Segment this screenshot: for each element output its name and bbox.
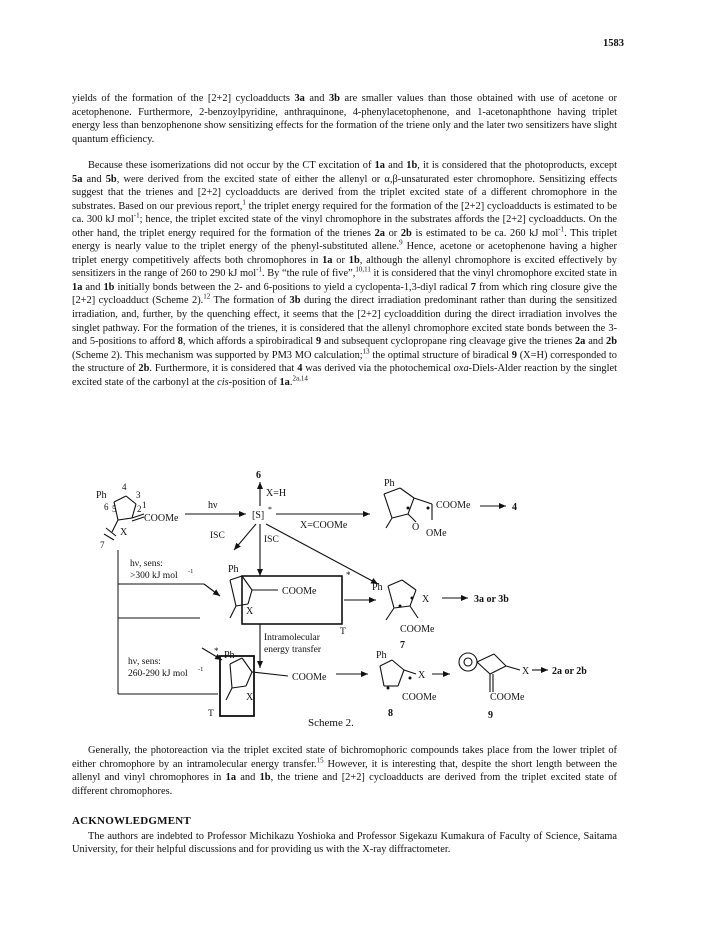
x-6: X [418, 670, 426, 681]
scheme-caption: Scheme 2. [308, 717, 354, 729]
sens-1-sup: -1 [188, 568, 194, 575]
compound-7: 7 [400, 640, 405, 651]
hv-1: hν [208, 500, 218, 511]
product-4: 4 [512, 502, 517, 513]
x-7: X [522, 666, 530, 677]
compound-6: 6 [256, 470, 261, 481]
ome-label: OMe [426, 528, 447, 539]
paragraph-1: yields of the formation of the [2+2] cycloadducts 3a and 3b are smaller values than those obtained with use of acetone or acetophenone. Furthermore, 2-benzoylpyridine, anthraquinone, 4-phenylacetophenone, and 1-acetonaphthone having triplet energy less than benzophenone show sensitizing effects for the formation of the triene only and the later two sensitizers have slight quantum efficiency. [72, 93, 617, 145]
singlet-star: * [268, 505, 272, 514]
sens-2-sup: -1 [198, 666, 204, 673]
sens-2-b: 260-290 kJ mol [128, 669, 188, 679]
ph-label-6: Ph [376, 650, 387, 661]
coome-6: COOMe [402, 692, 437, 703]
coome-4: COOMe [400, 624, 435, 635]
paragraph-2: Because these isomerizations did not occur by the CT excitation of 1a and 1b, it is considered that the photoproducts, except 5a and 5b, were derived from the excited state of either the allenyl or α,β-unsaturated ester chromophore. Sensitizing effects suggest that the trienes and [2+2] cycloadducts are derived from the triplet excited state of a different chromophore in the substrates. Based on our previous report,$^1$ the triplet energy required for the formation of the [2+2] cycloadducts is estimated to be ca. 300 kJ mol$^{-1}$; hence, the triplet excited state of the vinyl chromophore in the substrates affords the [2+2] cycloadducts. On the other hand, the triplet energy required for the formation of the trienes 2a or 2b is estimated to be ca. 260 kJ mol$^{-1}$. This triplet energy is nearly value to the triplet energy of the phenyl-substituted allene.$^9$ Hence, acetone or acetophenone having a higher triplet energy competitively affects both chromophores in 1a or 1b, although the allenyl chromophore is excited effectively by sensitizers in the range of 260 to 290 kJ mol$^{-1}$. By “the rule of five”,$^{10,11}$ it is considered that the vinyl chromophore excited state in 1a and 1b initially bonds between the 2- and 6-positions to yield a cyclopenta-1,3-diyl radical 7 from which ring closure give the [2+2] cycloadduct (Scheme 2).$^{12}$ The formation of 3b during the direct irradiation predominant rather than during the sensitized irradiation, and, further, by the quenching effect, it seems that the [2+2] cycloaddition during the direct irradiation involves the singlet pathway. For the formation of the trienes, it is considered that the allenyl chromophore excited state bonds between the 3- and 5-positions to afford 8, which affords a spirobiradical 9 and subsequent cyclopropane ring cleavage give the trienes 2a and 2b (Scheme 2). This mechanism was supported by PM3 MO calculation;$^{13}$ the optimal structure of biradical 9 (X=H) corresponded to the structure of 2b. Furthermore, it is considered that 4 was derived via the photochemical oxa-Diels-Alder reaction by the singlet excited state of the carbonyl at the cis-position of 1a.$^{2a,14}$ [72, 160, 618, 388]
ph-label-4: Ph [372, 582, 383, 593]
pos-7: 7 [100, 540, 105, 550]
allenyl-triplet [220, 656, 288, 716]
scheme-2 [70, 468, 630, 734]
pos-1: 1 [142, 500, 147, 510]
acknowledgment-heading: ACKNOWLEDGMENT [72, 815, 191, 827]
coome-2: COOMe [436, 500, 471, 511]
paragraph-3: Generally, the photoreaction via the triplet excited state of bichromophoric compounds takes place from the lower triplet of either chromophore by an intramolecular energy transfer.$^{15}$ However, it is interesting that, despite the short length between the allenyl and vinyl chromophores in 1a and 1b, the triene and [2+2] cycloadducts are derived from the triplet excited state of different chromophores. [72, 745, 617, 797]
sens-1-b: >300 kJ mol [130, 571, 178, 581]
page-number: 1583 [603, 38, 624, 49]
coome-1: COOMe [144, 513, 179, 524]
acknowledgment-text: The authors are indebted to Professor Michikazu Yoshioka and Professor Sigekazu Kumakura of Faculty of Science, Saitama University, for their helpful discussions and for providing us with the X-ray diffractometer. [72, 830, 617, 856]
intra-1: Intramolecular [264, 633, 320, 643]
spirobiradical-9 [459, 653, 520, 692]
triplet-t-1: T [340, 627, 346, 637]
singlet-state: [S] [252, 510, 265, 521]
isc-1: ISC [210, 531, 225, 541]
triplet-t-2: T [208, 709, 214, 719]
isc-2: ISC [264, 535, 279, 545]
coome-3: COOMe [282, 586, 317, 597]
x-eq-h: X=H [266, 488, 287, 499]
intra-2: energy transfer [264, 645, 322, 655]
x-5: X [246, 692, 254, 703]
coome-5: COOMe [292, 672, 327, 683]
pos-2: 2 [137, 504, 142, 514]
compound-9: 9 [488, 710, 493, 721]
biradical-8 [380, 660, 416, 686]
pos-6: 6 [104, 502, 109, 512]
pos-5: 5 [112, 504, 117, 514]
ph-label: Ph [96, 490, 107, 501]
sens-1-a: hν, sens: [130, 559, 163, 569]
x-eq-coome: X=COOMe [300, 520, 348, 531]
x-1: X [120, 527, 128, 538]
ph-label-5: Ph [224, 650, 235, 661]
o-label: O [412, 522, 420, 533]
pos-4: 4 [122, 482, 127, 492]
biradical-7 [386, 580, 418, 620]
product-2ab: 2a or 2b [552, 666, 587, 677]
compound-8: 8 [388, 708, 393, 719]
triplet-star-2: * [214, 646, 219, 656]
x-3: X [246, 606, 254, 617]
coome-7: COOMe [490, 692, 525, 703]
x-4: X [422, 594, 430, 605]
sens-2-a: hν, sens: [128, 657, 161, 667]
product-3ab: 3a or 3b [474, 594, 509, 605]
pos-3: 3 [136, 490, 141, 500]
ph-label-2: Ph [384, 478, 395, 489]
triplet-star-1: * [346, 570, 351, 580]
ph-label-3: Ph [228, 564, 239, 575]
